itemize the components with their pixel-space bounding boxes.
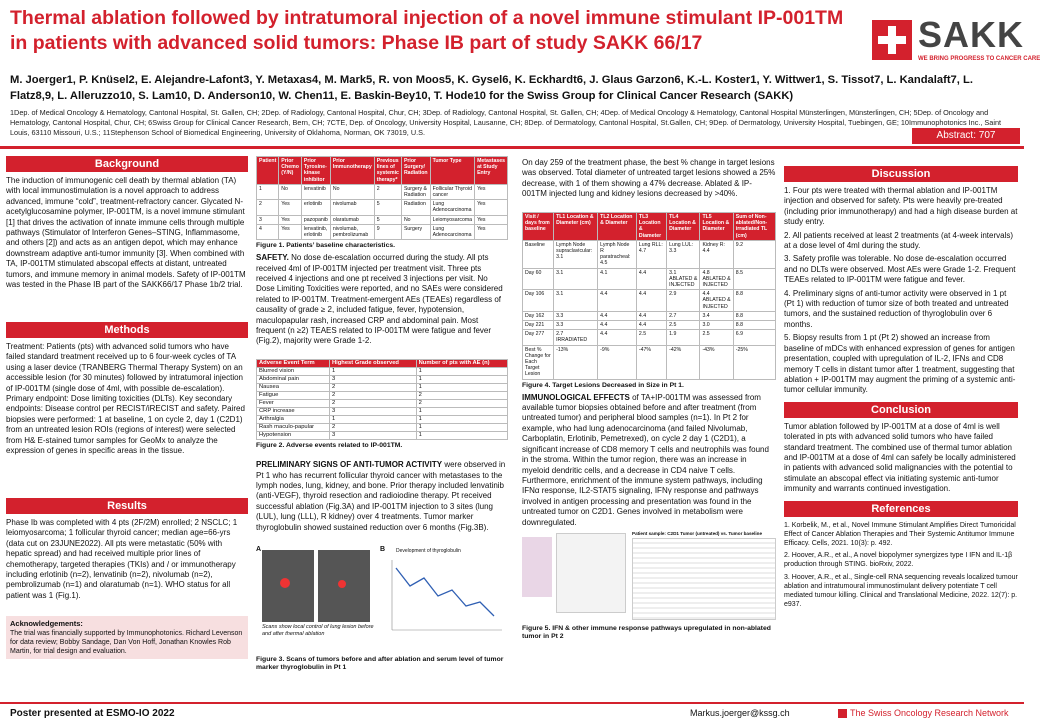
ae-cell: 1	[416, 432, 507, 440]
network-name: The Swiss Oncology Research Network	[850, 708, 1009, 718]
lesion-cell: Day 277	[523, 330, 554, 345]
lesion-cell: 8.5	[733, 268, 775, 290]
network-icon	[838, 709, 847, 718]
patients-cell: 5	[374, 200, 401, 215]
scan-note: Scans show local control of lung lesion before and after thermal ablation	[262, 624, 374, 638]
ae-cell: 1	[416, 424, 507, 432]
lesion-header: TL1 Location & Diameter (cm)	[554, 213, 598, 241]
discussion-list	[784, 186, 1018, 396]
table-row	[523, 240, 776, 268]
tissue-image	[522, 537, 552, 597]
patients-header: Prior Chemo (Y/N)	[279, 157, 302, 185]
poster-title: Thermal ablation followed by intratumoral injection of a novel immune stimulant IP-001TM in patients with advanced solid tumors: Phase IB part of study SAKK 66/17	[10, 7, 844, 54]
ae-cell: Hypotension	[257, 432, 330, 440]
lesion-cell: 3.1	[554, 290, 598, 312]
ae-cell: 1	[416, 368, 507, 376]
background-heading: Background	[6, 156, 248, 172]
ae-cell: 1	[416, 384, 507, 392]
presented-at: Poster presented at ESMO-IO 2022	[10, 708, 175, 719]
discussion-item: 5. Biopsy results from 1 pt (Pt 2) showed an increase from baseline of mDCs with enhanced expression of genes for antigen presentation, coupled with upregulation of IL-2, IFNs and CD8 memory T cells in distant tumor after 1 treatment, suggesting that ablation + IP-001TM may augment the priming of a systemic anti-tumor cellular immunity.	[784, 333, 1016, 395]
discussion-item: 3. Safety profile was tolerable. No dose de-escalation occurred and no DLTs were observed. Most AEs were Grade 1-2. Frequent TEAEs related to IP-001TM were fatigue and fever.	[784, 254, 1016, 285]
patients-cell: No	[279, 184, 302, 199]
ct-scan-before	[262, 550, 314, 622]
reference-item: 2. Hoover, A.R., et al., A novel biopolymer synergizes type I IFN and IL-1β production through STING. bioRxiv, 2022.	[784, 552, 1013, 569]
lesion-cell: 4.4	[598, 290, 637, 312]
column-4	[784, 166, 1018, 612]
lesion-cell: -42%	[667, 345, 700, 379]
ae-cell: 2	[329, 392, 416, 400]
lesion-cell: 4.4 ABLATED & INJECTED	[700, 290, 733, 312]
ae-cell: 1	[416, 416, 507, 424]
ack-text: The trial was financially supported by Immunophotonics. Richard Levenson for data review; Bobby Sandage, Dan Von Hoff, Jonathan Knowles Rob Martin, for trial design and evaluation.	[10, 630, 243, 655]
ae-cell: 2	[329, 400, 416, 408]
table-row	[257, 408, 508, 416]
patients-header: Prior Immunotherapy	[330, 157, 374, 185]
lesion-cell: -9%	[598, 345, 637, 379]
figure5-caption: Figure 5. IFN & other immune response pathways upregulated in non-ablated tumor in Pt 2	[522, 624, 771, 640]
patients-cell: nivolumab, pembrolizumab	[330, 224, 374, 239]
patients-cell: 2	[374, 184, 401, 199]
lesion-cell: 6.9	[733, 330, 775, 345]
lesion-cell: 8.8	[733, 311, 775, 320]
table-row	[523, 290, 776, 312]
lesion-cell: 2.5	[667, 321, 700, 330]
patients-cell: Yes	[279, 200, 302, 215]
patients-header: Prior Surgery/ Radiation	[401, 157, 430, 185]
patients-cell: Yes	[475, 184, 508, 199]
lesion-cell: 9.2	[733, 240, 775, 268]
patients-table	[256, 156, 508, 240]
ae-cell: 3	[329, 432, 416, 440]
discussion-item: 4. Preliminary signs of anti-tumor activity were observed in 1 pt (Pt 1) with reduction of tumor size of both treated and untreated tumors, and the sustained reduction of thyroglobulin over 6 months.	[784, 288, 1009, 329]
patients-cell: No	[401, 215, 430, 224]
lesion-cell: 8.8	[733, 321, 775, 330]
table-row	[257, 200, 508, 215]
prelim-label: PRELIMINARY SIGNS OF ANTI-TUMOR ACTIVITY	[256, 460, 443, 470]
lesion-cell: Day 106	[523, 290, 554, 312]
lesion-cell: 2.9	[667, 290, 700, 312]
patients-cell: lenvatinib	[301, 184, 330, 199]
thyroglobulin-chart-title: Development of thyroglobulin	[396, 548, 461, 555]
target-lesions-table	[522, 212, 776, 380]
background-text: The induction of immunogenic cell death by thermal ablation (TA) with local immunostimulation is a novel approach to address advanced, immune “cold”, treatment-refractory cancer. Glycated N-acetylglucosamine polymer, IP-001TM, is a novel immune stimulant [1] that drives the activation of innate immune cells through multiple pathways (Stimulator of Interferon Genes–STING, Inflammasome, and others [2]) and acts as an antigen depot, which may enhance downstream adaptive anti-tumor immunity [3]. When combined with TA, IP-001TM stimulated abscopal effects at distant, untreated tumors, and immune memory in animal models. Safety of IP-001TM was tested in the Phase IB part of the SAKK66/17 Phase 1b/2 trial.	[6, 176, 246, 290]
reference-item: 1. Korbelik, M., et al., Novel Immune Stimulant Amplifies Direct Tumoricidal Effect of Cancer Ablation Therapies and Their Systemic Antitumor Immune Efficacy. Cells, 2021. 10(3): p. 492.	[784, 521, 1016, 547]
lesion-cell: Baseline	[523, 240, 554, 268]
table-row	[257, 400, 508, 408]
immuno-text: of TA+IP-001TM was assessed from available tumor biopsies obtained before and after treatment (from untreated tumor) and peripheral blood samples (n=1). In Pt 2 for example, who had lung adenocarcinoma (and failed Nivolumab, Carboplatin, Erlotinib, Pemetrexed), on cycle 2 day 1 (C2D1), a significant increase of CD8 memory T cells and neutrophils was found in the stroma. Within the tumor region, there was an increase in myeloid dendritic cells, and a decrease in CD4 naive T cells. Furthermore, enrichment of the immune system pathways, including IFNα response, IL2-STAT5 signaling, IFNγ response and pathways involved in antigen processing and presentation was found in the untreated tumor on C2D1. Genes involved in metabolism were downregulated.	[522, 392, 769, 527]
lesion-cell: 8.8	[733, 290, 775, 312]
figure3	[256, 546, 508, 654]
patients-cell: No	[330, 184, 374, 199]
references-list	[784, 521, 1018, 610]
figure4-caption: Figure 4. Target Lesions Decreased in Size in Pt 1.	[522, 381, 684, 389]
ae-cell: 2	[329, 424, 416, 432]
ae-header: Number of pts with AE (n)	[416, 360, 507, 368]
column-3	[522, 158, 776, 644]
lesion-cell: 1.9	[667, 330, 700, 345]
patients-cell: lenvatinib, erlotinib	[301, 224, 330, 239]
lesion-cell: 3.1 ABLATED & INJECTED	[667, 268, 700, 290]
ae-cell: Abdominal pain	[257, 376, 330, 384]
ae-cell: 2	[416, 400, 507, 408]
results-text: Phase Ib was completed with 4 pts (2F/2M) enrolled; 2 NSCLC; 1 leiomyosarcoma; 1 follicular thyroid cancer; median age=66-yrs (data cut on 23JUNE2022). All pts were metastatic (50% with hepatic spread) and had received multiple prior lines of chemotherapy, targeted therapies (TKIs) and / or immunotherapy including erlotinib (n=2), lenvatinib (n=2), nivolumab (n=2), pembrolizumab (n=1) and olaratumab (n=1). WHO status for all patient was 1 (Fig.1).	[6, 518, 238, 600]
patients-header: Previous lines of systemic therapy*	[374, 157, 401, 185]
logo-tagline: WE BRING PROGRESS TO CANCER CARE	[918, 56, 1040, 62]
figure3-caption: Figure 3. Scans of tumors before and after ablation and serum level of tumor marker thyroglobulin in Pt 1	[256, 656, 504, 672]
lesion-cell: 3.3	[554, 311, 598, 320]
patients-cell: 2	[257, 200, 279, 215]
fig5-title: Patient sample: C2D1 Tumor (untreated) vs. Tumor baseline	[632, 530, 763, 536]
ae-header: Highest Grade observed	[329, 360, 416, 368]
fig3-label-b: B	[380, 546, 386, 554]
patients-cell: Yes	[475, 215, 508, 224]
lesion-header: Sum of Non-ablated/Non-irradiated TL (cm)	[733, 213, 775, 241]
poster-footer	[0, 702, 1024, 723]
patients-cell: olaratumab	[330, 215, 374, 224]
discussion-heading: Discussion	[784, 166, 1018, 182]
patients-cell: 5	[374, 215, 401, 224]
table-row	[257, 424, 508, 432]
patients-cell: Follicular Thyroid cancer	[430, 184, 475, 199]
table-row	[257, 432, 508, 440]
patients-cell: Lung Adenocarcinoma	[430, 224, 475, 239]
ae-cell: 1	[329, 368, 416, 376]
patients-cell: pazopanib	[301, 215, 330, 224]
table-row	[257, 184, 508, 199]
pathway-table	[632, 538, 776, 620]
ae-cell: Fatigue	[257, 392, 330, 400]
lesion-cell: 4.4	[636, 268, 666, 290]
patients-header: Patient	[257, 157, 279, 185]
lesion-cell: 3.1	[554, 268, 598, 290]
lesion-cell: Day 60	[523, 268, 554, 290]
figure1-caption: Figure 1. Patients’ baseline characteristics.	[256, 242, 396, 250]
lesion-cell: -43%	[700, 345, 733, 379]
ae-cell: Blurred vision	[257, 368, 330, 376]
thyroglobulin-chart	[386, 556, 506, 636]
ae-cell: Arthralgia	[257, 416, 330, 424]
methods-heading: Methods	[6, 322, 248, 338]
lesion-cell: 3.4	[700, 311, 733, 320]
table-row	[257, 416, 508, 424]
patients-cell: 4	[257, 224, 279, 239]
lesion-cell: 2.7	[667, 311, 700, 320]
table-row	[523, 345, 776, 379]
table-row	[257, 215, 508, 224]
ae-cell: 2	[416, 392, 507, 400]
lesion-cell: Best % Change for Each Target Lesion	[523, 345, 554, 379]
lesion-cell: 4.8 ABLATED & INJECTED	[700, 268, 733, 290]
ae-cell: 1	[329, 416, 416, 424]
lesion-cell: Day 162	[523, 311, 554, 320]
patients-cell: erlotinib	[301, 200, 330, 215]
patients-cell: Yes	[279, 215, 302, 224]
immuno-label: IMMUNOLOGICAL EFFECTS	[522, 392, 630, 402]
lesion-cell: -47%	[636, 345, 666, 379]
lesion-cell: 2.5	[636, 330, 666, 345]
table-row	[257, 224, 508, 239]
figure2-caption: Figure 2. Adverse events related to IP-001TM.	[256, 442, 403, 450]
patients-cell: Radiation	[401, 200, 430, 215]
lesion-cell: Day 221	[523, 321, 554, 330]
ae-cell: 1	[416, 376, 507, 384]
lesion-cell: Lymph Node R paratracheal: 4.5	[598, 240, 637, 268]
patients-header: Prior Tyrosine-kinase inhibitor	[301, 157, 330, 185]
swiss-cross-icon	[872, 20, 912, 60]
ack-heading: Acknowledgements:	[10, 619, 83, 628]
table-row	[257, 392, 508, 400]
ae-cell: 1	[416, 408, 507, 416]
figure5	[522, 531, 776, 623]
ae-cell: 3	[329, 408, 416, 416]
lesion-cell: 4.4	[598, 311, 637, 320]
ae-header: Adverse Event Term	[257, 360, 330, 368]
patients-cell: 9	[374, 224, 401, 239]
patients-header: Metastases at Study Entry	[475, 157, 508, 185]
lesion-cell: -25%	[733, 345, 775, 379]
patients-cell: Lung Adenocarcinoma	[430, 200, 475, 215]
sakk-logo	[868, 14, 1040, 72]
lesion-cell: 4.4	[636, 311, 666, 320]
lesion-cell: 2.7 IRRADIATED	[554, 330, 598, 345]
table-row	[257, 376, 508, 384]
conclusion-text: Tumor ablation followed by IP-001TM at a dose of 4ml is well tolerated in pts with advanced solid tumors who have failed standard treatment. The combined use of thermal tumor ablation and IP-001TM at a dose of 4ml can safely be locally administered in patients with advanced solid malignancies with the potential to stimulate an abscopal effect via initiating systemic anti-tumor immunity and warrants continued investigation.	[784, 421, 1016, 494]
discussion-item: 1. Four pts were treated with thermal ablation and IP-001TM injection and observed for safety. Pts were heavily pre-treated (including prior immunotherapy) and had a high disease burden at study entry.	[784, 186, 1018, 227]
table-row	[523, 330, 776, 345]
discussion-item: 2. All patients received at least 2 treatments (at 4-week intervals) at a dose level of 4ml during the study.	[784, 230, 1013, 251]
table-row	[523, 268, 776, 290]
lesion-cell: 4.4	[598, 330, 637, 345]
table-row	[257, 384, 508, 392]
lesion-cell: 3.3	[554, 321, 598, 330]
patients-header: Tumor Type	[430, 157, 475, 185]
patients-cell: Yes	[475, 200, 508, 215]
affiliations: 1Dep. of Medical Oncology & Hematology, Cantonal Hospital, St. Gallen, CH; 2Dep. of Radiology, Cantonal Hospital, Chur, CH; 3Dep. of Radiology, Cantonal Hospital, St. Gallen, CH; 4Dep. of Medical Oncology & Hematology, Cantonal Hospital Münsterlingen, Münsterlingen, CH; 5Dep. of Oncology and Hematology, Cantonal Hospital, Chur, CH; 6Swiss Group for Clinical Cancer Research, Bern, CH; 7CTE, Dep. of Oncology, University Hospital, Lausanne, CH; 8Dep. of Dermatology, Cantonal Hospital, St.Gallen, CH; 9Dep. of Dermatology, University Hospital, Tuebingen, GE; 10Immunophotonics Inc., Saint Louis, 63110 Missouri, U.S.; 11Stephenson School of Biomedical Engineering, University of Oklahoma, Norman, OK 73019, U.S.	[10, 108, 1002, 137]
ae-cell: Nausea	[257, 384, 330, 392]
lesion-cell: 4.4	[598, 321, 637, 330]
conclusion-heading: Conclusion	[784, 402, 1018, 418]
safety-text: No dose de-escalation occurred during the study. All pts received 4ml of IP-001TM injected per treatment visit. Three pts received 4 injections and one pt received 3 injections per visit. No Dose Limiting Toxicities were reported, and no SAEs were considered related to IP-001TM. Treatment-emergent AEs (TEAEs) regardless of causality of grade ≥ 2, included fatigue, fever, hypotension, maculopapular rash, increased CRP and abdominal pain. Most frequent (n ≥2) TEAES related to IP-001TM were fatigue and fever (Fig.2), majority were Grade 1-2.	[256, 253, 503, 346]
ae-cell: CRP increase	[257, 408, 330, 416]
lesion-header: TL2 Location & Diameter	[598, 213, 637, 241]
poster-header	[0, 0, 1040, 146]
cell-plots	[556, 533, 626, 613]
patients-cell: Yes	[279, 224, 302, 239]
patients-cell: Leiomyosarcoma	[430, 215, 475, 224]
lesion-cell: 3.0	[700, 321, 733, 330]
table-row	[523, 311, 776, 320]
table-row	[523, 321, 776, 330]
lesion-cell: Lymph Node supraclavicular: 3.1	[554, 240, 598, 268]
author-list: M. Joerger1, P. Knüsel2, E. Alejandre-Lafont3, Y. Metaxas4, M. Mark5, R. von Moos5, K. Gysel6, K. Eckhardt6, J. Glaus Garzon6, K.-L. Koster1, Y. Wittwer1, S. Tissot7, L. Kandalaft7, L. Flatz8,9, L. Alleruzzo10, S. Lam10, D. Anderson10, W. Chen11, E. Baskin-Bey10, T. Hode10 for the Swiss Group for Clinical Cancer Research (SAKK)	[10, 74, 973, 102]
table-row	[257, 368, 508, 376]
references-heading: References	[784, 501, 1018, 517]
lesion-cell: 4.4	[636, 290, 666, 312]
lesion-header: TL4 Location & Diameter	[667, 213, 700, 241]
logo-name: SAKK	[918, 14, 1025, 55]
ae-cell: Rash maculo-papular	[257, 424, 330, 432]
ae-cell: Fever	[257, 400, 330, 408]
lesion-cell: Lung LUL: 3.3	[667, 240, 700, 268]
lesion-cell: -13%	[554, 345, 598, 379]
methods-text: Treatment: Patients (pts) with advanced solid tumors who have failed standard treatment received up to 6 four-week cycles of TA using a laser device (TRANBERG Thermal Therapy System) on an accessible lesion (for 30 minutes) followed by intratumoral injection of IP-001TM (single dose of 4ml, with possible de-escalation). Primary endpoint: Dose limiting toxicities (DLTs). Key secondary endpoints: Disease control per RECIST/iRECIST and safety. Paired biopsies were performed: 1 at baseline, 1 on cycle 2, day 1 (C2D1) from an untreated lesion ROIs (regions of interest) were selected from H& E-stained tumor samples for GeoMx to analyze the expression of genes in specific areas in the tissue.	[6, 342, 245, 456]
column-2	[256, 156, 508, 675]
header-divider	[0, 146, 1024, 149]
safety-label: SAFETY.	[256, 253, 289, 263]
lesion-cell: 4.4	[636, 321, 666, 330]
lesion-header: TL5 Location & Diameter	[700, 213, 733, 241]
column-1	[6, 156, 248, 659]
fig3-label-a: A	[256, 546, 262, 554]
ae-cell: 3	[329, 376, 416, 384]
patients-cell: nivolumab	[330, 200, 374, 215]
ct-scan-after	[318, 550, 370, 622]
lesion-cell: 4.1	[598, 268, 637, 290]
day259-text: On day 259 of the treatment phase, the best % change in target lesions was observed. Total diameter of untreated target lesions showed a 25% decrease, with 1 of them showing a 47% decrease. Ablated & IP-001TM injected lung and kidney lesions decreased by >40%.	[522, 158, 776, 199]
lesion-cell: Kidney R: 4.4	[700, 240, 733, 268]
patients-cell: Surgery	[401, 224, 430, 239]
lesion-header: TL3 Location & Diameter	[636, 213, 666, 241]
acknowledgements	[6, 616, 248, 659]
patients-cell: 3	[257, 215, 279, 224]
patients-cell: Yes	[475, 224, 508, 239]
prelim-text: were observed in Pt 1 who has recurrent follicular thyroid cancer with metastases to the lymph nodes, lung, kidney, and bone. Prior therapy included lenvatinib (anti-VEGF), thyroid resection and radioiodine therapy. Pt received successful ablation (Fig.3A) and IP-001TM injection to 3 sites (lung (LUL), lung (LLL), R kidney) over 4 treatments. Tumor marker thyroglobulin showed sustained reduction over 6 months (Fig.3B).	[256, 460, 506, 532]
patients-cell: 1	[257, 184, 279, 199]
reference-item: 3. Hoover, A.R., et al., Single-cell RNA sequencing reveals localized tumour ablation and intratumoural immunostimulant delivery potentiate T cell mediated tumour killing. Clinical and Translational Medicine, 2022. 12(7): p. e937.	[784, 573, 1018, 609]
adverse-events-table	[256, 359, 508, 440]
contact-email[interactable]: Markus.joerger@kssg.ch	[690, 708, 790, 718]
abstract-number: Abstract: 707	[912, 128, 1020, 144]
lesion-cell: Lung RLL: 4.7	[636, 240, 666, 268]
ae-cell: 2	[329, 384, 416, 392]
lesion-cell: 2.5	[700, 330, 733, 345]
lesion-header: Visit / days from baseline	[523, 213, 554, 241]
patients-cell: Surgery & Radiation	[401, 184, 430, 199]
results-heading: Results	[6, 498, 248, 514]
